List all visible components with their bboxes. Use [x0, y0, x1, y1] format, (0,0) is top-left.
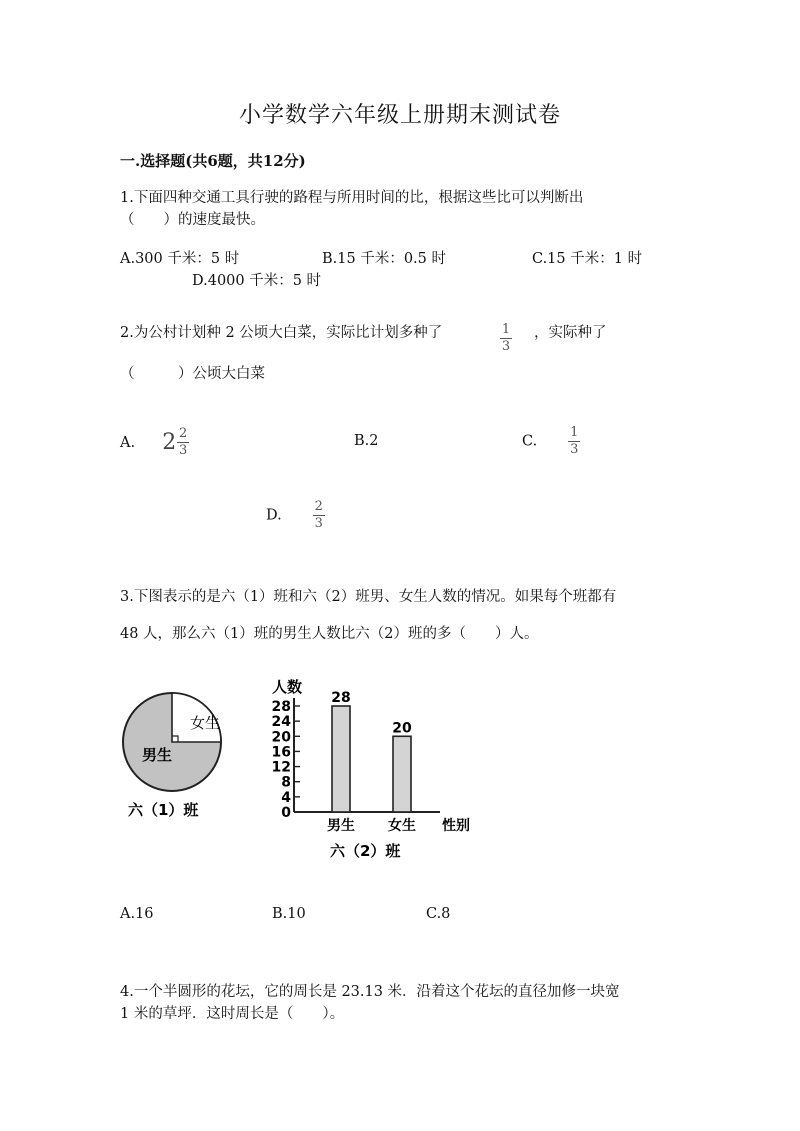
bar-y-tick-label: 8: [281, 774, 291, 791]
bar-category-label: 男生: [327, 818, 355, 834]
pie-chart: [123, 693, 221, 819]
bar-y-tick-label: 4: [281, 789, 291, 806]
bar-y-tick-label: 20: [271, 729, 291, 746]
q1-option-a[interactable]: A.300 千米：5 时: [120, 251, 240, 267]
bar-category-label: 女生: [388, 818, 416, 834]
q2-line1a: 2.为公村计划种 2 公顷大白菜，实际比计划多种了: [120, 325, 443, 341]
pie-label-boys: 男生: [142, 746, 173, 764]
q2-option-c[interactable]: [522, 426, 580, 457]
q1-option-b[interactable]: B.15 千米：0.5 时: [322, 251, 446, 267]
q1-line2: （ ）的速度最快。: [120, 212, 265, 228]
q3-line1: 3.下图表示的是六（1）班和六（2）班男、女生人数的情况。如果每个班都有: [120, 589, 617, 605]
bar-title: 六（2）班: [330, 842, 401, 860]
bar-xlabel: 性别: [442, 818, 470, 834]
q2-option-a[interactable]: [120, 427, 189, 458]
q2-line2: （ ）公顷大白菜: [120, 366, 265, 382]
bar-y-tick-label: 12: [271, 759, 291, 776]
pie-title: 六（1）班: [128, 801, 199, 819]
q4-line1: 4.一个半圆形的花坛，它的周长是 23.13 米．沿着这个花坛的直径加修一块宽: [120, 984, 620, 1000]
q2-option-d[interactable]: [266, 500, 325, 531]
q2-option-a-value: 2 $\frac{2}{3}$: [162, 426, 188, 458]
q1-line1: 1.下面四种交通工具行驶的路程与所用时间的比，根据这些比可以判断出: [120, 190, 584, 206]
q3-option-b[interactable]: B.10: [272, 906, 306, 922]
q2-option-c-value: $\frac{1}{3}$: [570, 425, 579, 457]
q3-option-c[interactable]: C.8: [426, 906, 451, 922]
section-heading: 一.选择题(共6题，共12分): [120, 152, 306, 170]
bar-ylabel: 人数: [272, 678, 303, 696]
bar-y-tick-label: 16: [271, 744, 291, 761]
bar-chart: [272, 678, 470, 860]
q3-option-a[interactable]: A.16: [120, 906, 154, 922]
page-title: 小学数学六年级上册期末测试卷: [238, 103, 561, 128]
q3-line2: 48 人，那么六（1）班的男生人数比六（2）班的多（ ）人。: [120, 626, 539, 642]
q4-line2: 1 米的草坪．这时周长是（ ）。: [120, 1006, 345, 1022]
pie-label-girls: 女生: [190, 714, 221, 732]
bar-y-tick-label: 24: [271, 714, 291, 731]
q2-line1b: ，实际种了: [534, 325, 607, 341]
q2-fraction: $\frac{1}{3}$: [501, 322, 511, 354]
bar-girls: [393, 736, 411, 812]
q2-option-b[interactable]: B.2: [354, 433, 379, 449]
q2-option-d-value: $\frac{2}{3}$: [314, 499, 323, 531]
bar-data-label: 28: [331, 690, 351, 706]
q2-option-d-label: D.: [266, 507, 282, 524]
q1-option-c[interactable]: C.15 千米：1 时: [532, 251, 643, 267]
q3-figure: [110, 670, 510, 870]
q2-option-a-label: A.: [120, 435, 136, 451]
bar-y-tick-label: 0: [281, 805, 291, 821]
q1-option-d[interactable]: D.4000 千米：5 时: [192, 273, 322, 289]
bar-y-tick-label: 28: [271, 699, 291, 715]
bar-data-label: 20: [392, 720, 412, 737]
bar-boys: [332, 706, 350, 812]
q2-option-c-label: C.: [522, 433, 538, 450]
